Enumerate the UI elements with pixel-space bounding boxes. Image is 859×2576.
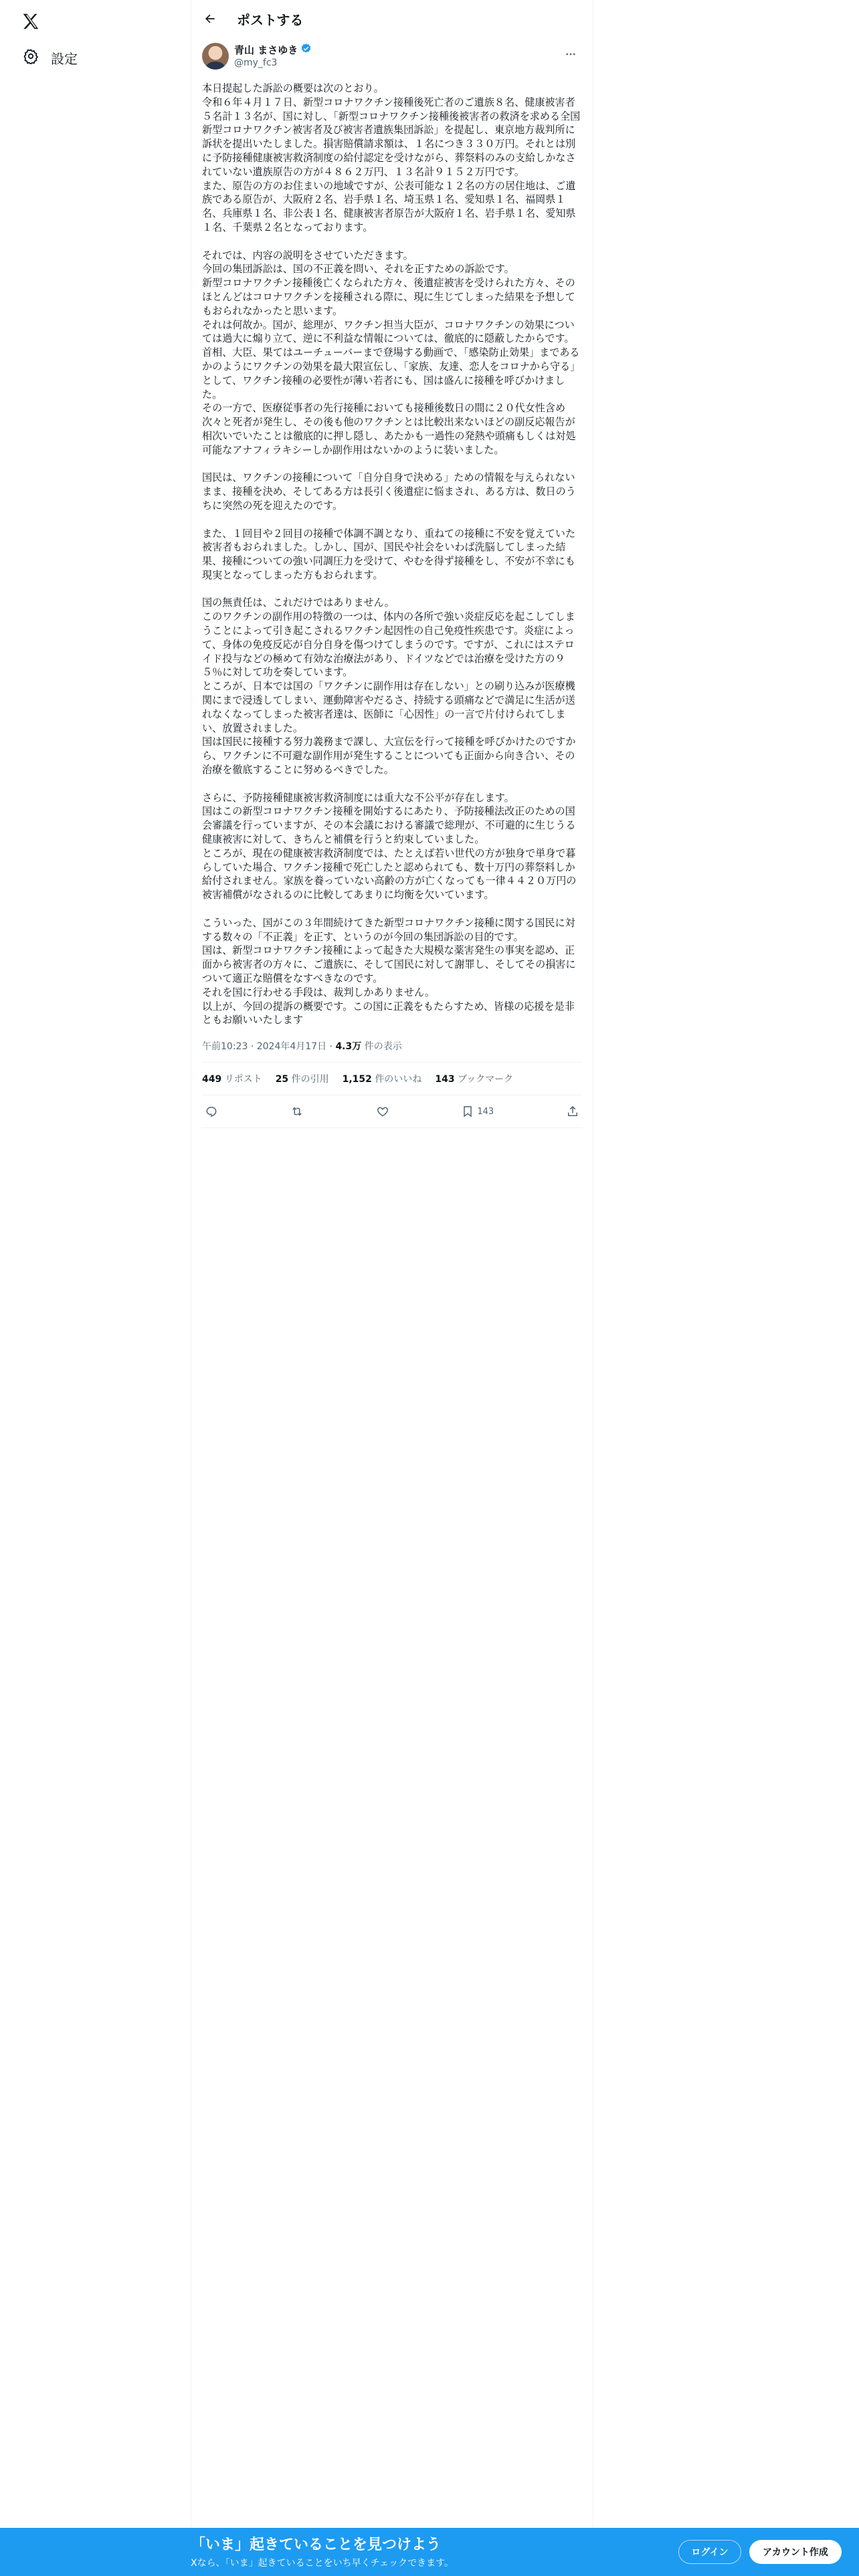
reposts-label: リポスト [224,1074,262,1085]
quotes-label: 件の引用 [291,1074,329,1085]
author-name-row [234,43,312,57]
meta-separator: · [329,1041,332,1053]
views-count: 4.3万 [335,1041,362,1053]
main-column [191,0,593,2576]
settings-label: 設定 [51,50,78,67]
repost-button[interactable] [290,1105,304,1118]
bookmarks-label: ブックマーク [458,1074,514,1085]
quotes-stat[interactable] [276,1072,329,1085]
author-name[interactable]: 青山 まさゆき [234,44,298,56]
bookmarks-count: 143 [435,1074,455,1085]
bookmark-count: 143 [477,1106,494,1117]
quotes-count: 25 [275,1074,289,1085]
bookmarks-stat[interactable] [435,1072,513,1085]
likes-stat[interactable] [343,1072,422,1085]
bookmark-button[interactable] [461,1105,494,1118]
post-meta [202,1039,582,1053]
meta-separator: · [250,1041,254,1053]
signup-button[interactable]: アカウント作成 [749,2540,842,2564]
more-options-button[interactable] [559,43,582,66]
bookmark-icon [461,1105,474,1118]
post-author [202,43,582,74]
share-button[interactable] [566,1105,579,1118]
banner-subtitle: Xなら、「いま」起きていることをいち早くチェックできます。 [191,2558,454,2569]
repost-icon [290,1105,304,1118]
author-handle[interactable]: @my_fc3 [234,58,278,68]
signup-banner [0,2528,859,2576]
x-logo-icon[interactable] [17,8,44,35]
reply-button[interactable] [205,1105,218,1118]
post-date[interactable]: 2024年4月17日 [256,1041,327,1053]
settings-link[interactable] [15,44,86,71]
heart-icon [376,1105,389,1118]
reply-icon [205,1105,218,1118]
post-stats [202,1063,582,1095]
share-icon [566,1105,579,1118]
post-body-text: 本日提起した訴訟の概要は次のとおり。 令和６年４月１７日、新型コロナワクチン接種後死亡者のご遺族８名、健康被害者５名計１３名が、国に対し、「新型コロナワクチン接種後被害者の救済を求める全国新型コロナワクチン被害者及び被害者遺族集団訴訟」を提起し、東京地方裁判所に訴状を提出いたしました。損害賠償請求額は、１名につき３３０万円。それとは別に予防接種健康被害救済制度の給付認定を受けながら、葬祭料のみの支給しかなされていない遺族原告の方が４８６２万円、１３名計９１５２万円です。 また、原告の方のお住まいの地域ですが、公表可能な１２名の方の居住地は、ご遺族である原告が、大阪府２名、岩手県１名、埼玉県１名、愛知県１名、福岡県１名、兵庫県１名、非公表１名、健康被害者原告が大阪府１名、岩手県１名、愛知県１名、千葉県２名となっております。 それでは、内容の説明をさせていただきます。 今回の集団訴訟は、国の不正義を問い、それを正すための訴訟です。 新型コロナワクチン接種後亡くなられた方々、後遺症被害を受けられた方々、そのほとんどはコロナワクチンを接種される際に、現に生じてしまった結果を予想してもおられなかったと思います。 それは何故か。国が、総理が、ワクチン担当大臣が、コロナワクチンの効果については過大に煽り立て、逆に不利益な情報については、徹底的に隠蔽したからです。 首相、大臣、果てはユーチューバーまで登場する動画で、「感染防止効果」まであるかのようにワクチンの効果を最大限宣伝し、「家族、友達、恋人をコロナから守る」として、ワクチン接種の必要性が薄い若者にも、国は盛んに接種を呼びかけました。 その一方で、医療従事者の先行接種においても接種後数日の間に２０代女性含め次々と死者が発生し、その後も他のワクチンとは比較出来ないほどの副反応報告が相次いでいたことは徹底的に押し隠し、あたかも一過性の発熱や頭痛もしくは対処可能なアナフィラキシーしか副作用はないかのように装いました。 国民は、ワクチンの接種について「自分自身で決める」ための情報を与えられないまま、接種を決め、そしてある方は長引く後遺症に悩まされ、ある方は、数日のうちに突然の死を迎えたのです。 また、１回目や２回目の接種で体調不調となり、重ねての接種に不安を覚えていた被害者もおられました。しかし、国が、国民や社会をいわば洗脳してしまった結果、接種についての強い同調圧力を受けて、やむを得ず接種をし、不安が不幸にも現実となってしまった方もおられます。 国の無責任は、これだけではありません。 このワクチンの副作用の特徴の一つは、体内の各所で強い炎症反応を起こしてしまうことによって引き起こされるワクチン起因性の自己免疫性疾患です。炎症によって、身体の免疫反応が自分自身を傷つけてしまうのです。ですが、これにはステロイド投与などの極めて有効な治療法があり、ドイツなどでは治療を受けた方の９５％に対して功を奏しています。 ところが、日本では国の「ワクチンに副作用は存在しない」との刷り込みが医療機関にまで浸透してしまい、運動障害やだるさ、持続する頭痛などで満足に生活が送れなくなってしまった被害者達は、医師に「心因性」の一言で片付けられてしまい、放置されました。 国は国民に接種する努力義務まで課し、大宣伝を行って接種を呼びかけたのですから、ワクチンに不可避な副作用が発生することについても正面から向き合い、その治療を徹底することに努めるべきでした。 さらに、予防接種健康被害救済制度には重大な不公平が存在します。 国はこの新型コロナワクチン接種を開始するにあたり、予防接種法改正のための国会審議を行っていますが、その本会議における審議で総理が、不可避的に生じうる健康被害に対して、きちんと補償を行うと約束していました。 ところが、現在の健康被害救済制度では、たとえば若い世代の方が独身で単身で暮らしていた場合、ワクチン接種で死亡したと認められても、数十万円の葬祭料しか給付されません。家族を養っていない高齢の方が亡くなっても一律４４２０万円の被害補償がなされるのに比較してあまりに均衡を欠いています。 こういった、国がこの３年間続けてきた新型コロナワクチン接種に関する国民に対する数々の「不正義」を正す、というのが今回の集団訴訟の目的です。 国は、新型コロナワクチン接種によって起きた大規模な薬害発生の事実を認め、正面から被害者の方々に、ご遺族に、そして国民に対して謝罪し、そしてその損害について適正な賠償をなすべきなのです。 それを国に行わせる手段は、裁判しかありません。 以上が、今回の提訴の概要です。この国に正義をもたらすため、皆様の応援を是非ともお願いいたします [202,82,581,1027]
likes-count: 1,152 [342,1074,372,1085]
post-actions [202,1095,582,1128]
header [191,0,593,37]
left-nav [0,0,191,2576]
reposts-stat[interactable] [202,1072,262,1085]
banner-title: 「いま」起きていることを見つけよう [191,2537,442,2553]
more-dots-icon [565,48,577,60]
page-title: ポストする [237,11,304,28]
gear-icon [23,48,39,67]
verified-badge-icon [300,43,312,57]
back-button[interactable] [197,5,223,32]
reposts-count: 449 [202,1074,222,1085]
login-button[interactable]: ログイン [678,2540,741,2564]
avatar[interactable] [202,43,229,70]
likes-label: 件のいいね [375,1074,422,1085]
views-label: 件の表示 [364,1041,402,1053]
arrow-left-icon [203,12,217,25]
post-time[interactable]: 午前10:23 [202,1041,248,1053]
like-button[interactable] [376,1105,389,1118]
